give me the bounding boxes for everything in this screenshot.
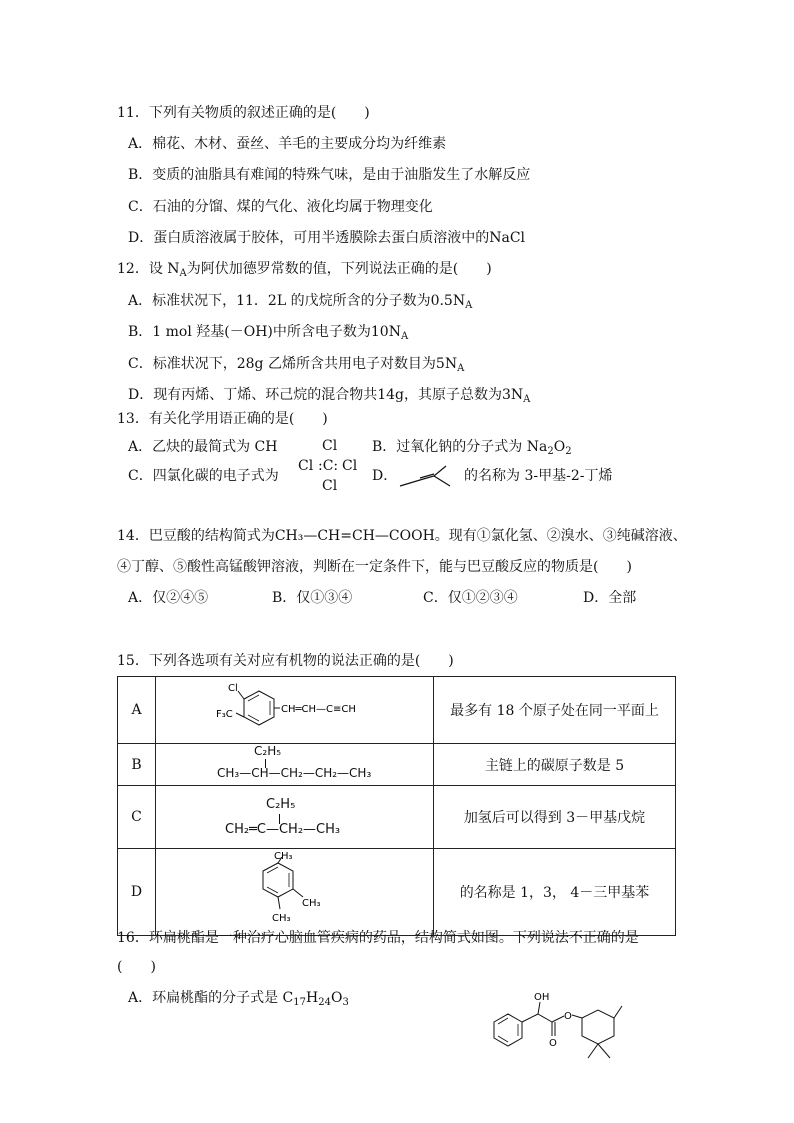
q12-option-text: D．现有丙烯、丁烯、环己烷的混合物共14g，其原子总数为3N (128, 387, 524, 403)
q15-stem: 15．下列各选项有关对应有机物的说法正确的是( ) (117, 653, 454, 669)
cyclandelate-oh-label: OH (534, 992, 550, 1003)
q16-option-a-h: H (306, 990, 319, 1006)
structure-a-cl: Cl (228, 683, 238, 694)
q11-stem: 11．下列有关物质的叙述正确的是( ) (117, 105, 370, 121)
q13-option-b-sub2: 2 (565, 446, 572, 457)
row-label: C (118, 786, 156, 849)
table-row (118, 744, 676, 786)
description-cell: 的名称是 1，3， 4－三甲基苯 (434, 849, 676, 936)
q13-option-b-sub1: 2 (547, 446, 554, 457)
q14-line1: 14．巴豆酸的结构简式为CH₃—CH=CH—COOH。现有①氯化氢、②溴水、③纯碱溶液、 (117, 528, 687, 544)
q12-option-a (128, 292, 472, 310)
q12-option-text: A．标准状况下，11．2L 的戊烷所含的分子数为0.5N (128, 293, 466, 309)
ccl4-bottom-cl: Cl (322, 478, 338, 494)
q16-option-a (128, 989, 349, 1007)
q12-option-sub: A (400, 331, 409, 342)
q16-option-a-sub2: 24 (318, 997, 331, 1008)
q12-option-c (128, 355, 464, 373)
q14-option-b: B．仅①③④ (272, 590, 353, 606)
description-cell: 最多有 18 个原子处在同一平面上 (434, 677, 676, 744)
q16-option-a-sub1: 17 (293, 997, 307, 1008)
structure-d-ch3-bottom: CH₃ (272, 913, 291, 924)
q15-table (117, 676, 676, 936)
ccl4-electron-formula (298, 438, 362, 496)
q11-option-b: B．变质的油脂具有难闻的特殊气味，是由于油脂发生了水解反应 (128, 167, 531, 183)
row-label: D (118, 849, 156, 936)
q14-option-d: D．全部 (583, 590, 637, 606)
structure-a-f3c: F₃C (216, 709, 233, 720)
q16-stem: 16．环扁桃酯是一种治疗心脑血管疾病的药品，结构简式如图。下列说法不正确的是 (117, 930, 639, 946)
q13-stem: 13．有关化学用语正确的是( ) (117, 411, 328, 427)
table-row (118, 677, 676, 744)
structure-cell (156, 744, 434, 786)
row-label: B (118, 744, 156, 786)
q13-option-b (372, 438, 572, 456)
q14-line2: ④丁醇、⑤酸性高锰酸钾溶液，判断在一定条件下，能与巴豆酸反应的物质是( ) (117, 559, 632, 575)
q16-paren: ( ) (117, 959, 156, 975)
q13-option-a: A．乙炔的最简式为 CH (128, 439, 278, 455)
q14-option-c: C．仅①②③④ (423, 590, 518, 606)
q14-option-a: A．仅②④⑤ (128, 590, 209, 606)
q11-option-c: C．石油的分馏、煤的气化、液化均属于物理变化 (128, 199, 433, 215)
table-row (118, 849, 676, 936)
description-cell: 加氢后可以得到 3－甲基戊烷 (434, 786, 676, 849)
structure-c-main: CH₂═C—CH₂—CH₃ (225, 822, 341, 837)
q12-option-sub: A (457, 363, 465, 374)
structure-cell (156, 677, 434, 744)
q13-option-d-tail: 的名称为 3-甲基-2-丁烯 (464, 468, 613, 484)
description-cell: 主链上的碳原子数是 5 (434, 744, 676, 786)
q12-option-text: C．标准状况下，28g 乙烯所含共用电子对数目为5N (128, 356, 458, 372)
q12-option-sub: A (523, 394, 531, 405)
structure-d-ch3-top: CH₃ (274, 851, 293, 862)
structure-c-top: C₂H₅ (266, 797, 296, 812)
cyclandelate-carbonyl-o: O (549, 1038, 557, 1049)
q11-option-a: A．棉花、木材、蚕丝、羊毛的主要成分均为纤维素 (128, 136, 447, 152)
cyclandelate-structure (488, 988, 648, 1068)
q11-option-d: D．蛋白质溶液属于胶体，可用半透膜除去蛋白质溶液中的NaCl (128, 230, 526, 246)
structure-a-svg (156, 677, 432, 739)
q12-option-b (128, 323, 408, 341)
q12-stem (117, 260, 492, 278)
structure-b-top: C₂H₅ (254, 744, 282, 758)
q12-option-text: B．1 mol 羟基(－OH)中所含电子数为10N (128, 324, 401, 340)
ccl4-right-cl: Cl (342, 458, 358, 474)
structure-cell (156, 786, 434, 849)
q12-stem-sub: A (179, 268, 187, 279)
structure-b-main: CH₃—CH—CH₂—CH₂—CH₃ (217, 766, 372, 780)
ccl4-left-cl: Cl (298, 458, 314, 474)
ccl4-center-c: :C: (318, 458, 339, 474)
q12-option-d (128, 386, 530, 404)
ccl4-top-cl: Cl (322, 438, 338, 454)
q13-option-d: D． (372, 468, 398, 484)
q13-option-b-lead: B．过氧化钠的分子式为 Na (372, 439, 548, 455)
cyclandelate-ester-o: O (564, 1011, 572, 1022)
q16-option-a-lead: A．环扁桃酯的分子式是 C (128, 990, 294, 1006)
q13-skeletal-structure (398, 462, 458, 492)
structure-d-ch3-right: CH₃ (302, 898, 321, 909)
structure-d-svg (156, 849, 432, 931)
q12-stem-lead: 12．设 N (117, 261, 180, 277)
structure-cell (156, 849, 434, 936)
q16-option-a-o: O (330, 990, 343, 1006)
row-label: A (118, 677, 156, 744)
q12-stem-tail: 为阿伏加德罗常数的值，下列说法正确的是( ) (186, 261, 492, 277)
q13-option-c: C．四氯化碳的电子式为 (128, 468, 279, 484)
structure-a-chain: CH═CH—C≡CH (281, 704, 356, 715)
q13-option-b-o: O (553, 439, 566, 455)
table-row (118, 786, 676, 849)
q16-option-a-sub3: 3 (342, 997, 349, 1008)
q12-option-sub: A (465, 300, 473, 311)
